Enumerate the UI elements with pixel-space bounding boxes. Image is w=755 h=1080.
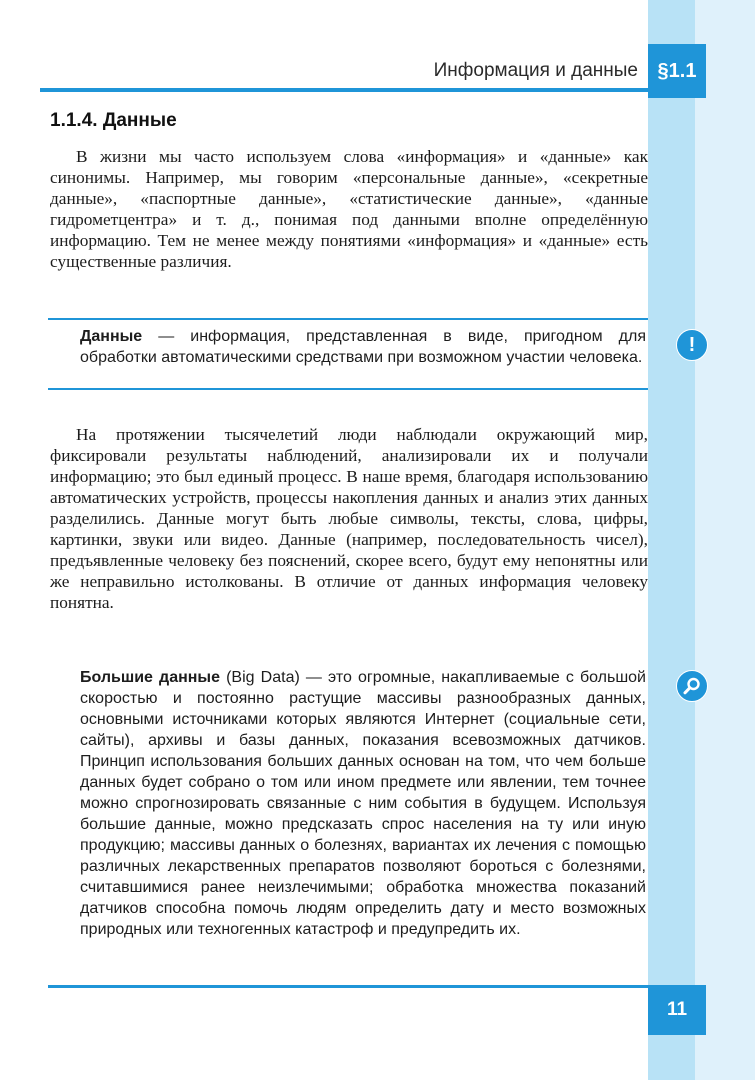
section-number: §1.1 [648,44,706,98]
exclamation-icon: ! [676,329,708,361]
definition-text: — информация, представленная в виде, пригодном для обработки автоматическими средствами при возможном участии человека. [80,328,646,366]
definition-block [80,326,646,368]
definition-bottom-rule [48,388,648,390]
intro-paragraph: В жизни мы часто используем слова «информация» и «данные» как синонимы. Например, мы говорим «персональные данные», «секретные данные», «паспортные данные», «статистические данные», «данные гидрометцентра» и т. д., понимая под данными вполне определённую информацию. Тем не менее между понятиями «информация» и «данные» есть существенные различия. [50,147,648,271]
margin-strip [648,0,695,1080]
bigdata-term: Большие данные [80,669,220,686]
definition-term: Данные [80,328,143,345]
header-rule [40,88,648,92]
magnifier-icon-glyph [682,676,702,696]
bigdata-block [80,667,646,940]
definition-top-rule [48,318,648,320]
page-number: 11 [648,985,706,1035]
section-heading: 1.1.4. Данные [50,110,177,131]
footer-rule [48,985,648,988]
running-header-title: Информация и данные [433,60,638,81]
body-paragraph: На протяжении тысячелетий люди наблюдали окружающий мир, фиксировали результаты наблюдений, анализировали их и получали информацию; это был единый процесс. В наше время, благодаря использованию автоматических устройств, процессы накопления данных и анализ этих данных разделились. Данные могут быть любые символы, тексты, слова, цифры, картинки, звуки или видео. Данные (например, последовательность чисел), предъявленные человеку без пояснений, скорее всего, будут ему непонятны или же неправильно истолкованы. В отличие от данных информация человеку понятна. [50,425,648,612]
magnifier-icon [676,670,708,702]
bigdata-text: (Big Data) — это огромные, накапливаемые с большой скоростью и постоянно растущие массивы разнообразных данных, основными источниками которых являются Интернет (социальные сети, сайты), архивы и базы данных, показания всевозможных датчиков. Принцип использования больших данных основан на том, что чем больше данных будет собрано о том или ином предмете или явлении, тем точнее можно спрогнозировать связанные с ним события в будущем. Используя большие данные, можно предсказать спрос населения на ту или иную продукцию; массивы данных о болезнях, вариантах их лечения с помощью различных лекарственных препаратов позволяют бороться с болезнями, считавшимися ранее неизлечимыми; обработка множества показаний датчиков способна помочь людям определить дату и место возможных природных или техногенных катастроф и предупредить их. [80,669,646,938]
